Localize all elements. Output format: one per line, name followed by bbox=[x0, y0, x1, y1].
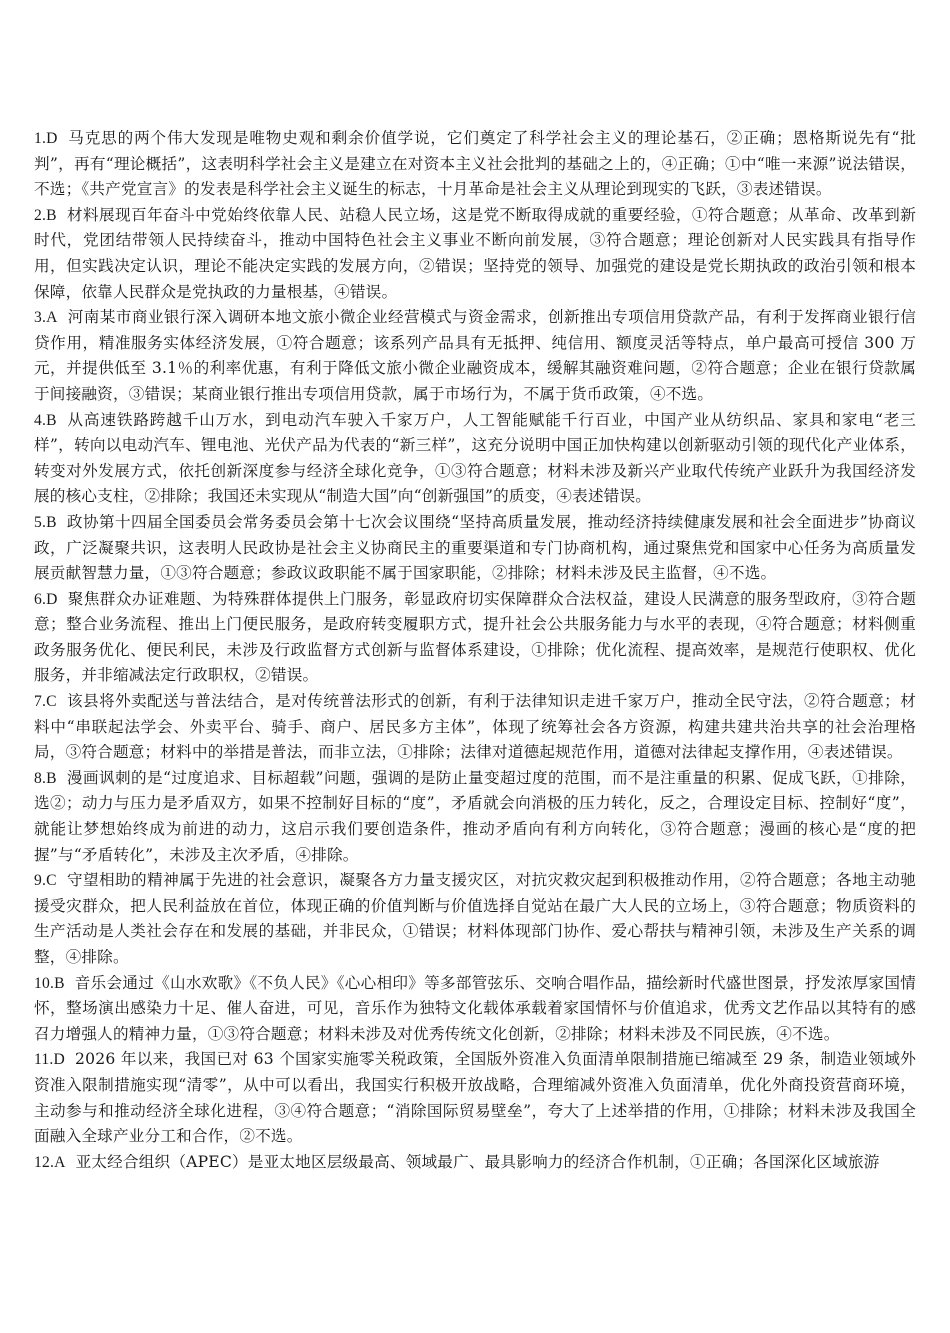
answer-item-1 bbox=[34, 126, 916, 203]
answer-item-9 bbox=[34, 868, 916, 970]
answer-item-8 bbox=[34, 766, 916, 868]
question-number: 5. bbox=[34, 513, 47, 531]
answer-choice: B bbox=[46, 513, 57, 531]
answer-item-11 bbox=[34, 1047, 916, 1149]
answer-item-7 bbox=[34, 689, 916, 766]
explanation-text: 亚太经合组织（APEC）是亚太地区层级最高、领域最广、最具影响力的经济合作机制，①正确；各国深化区域旅游 bbox=[75, 1152, 880, 1171]
answer-choice: B bbox=[54, 974, 65, 992]
explanation-text: 聚焦群众办证难题、为特殊群体提供上门服务，彰显政府切实保障群众合法权益，建设人民满意的服务型政府，③符合题意；整合业务流程、推出上门便民服务，是政府转变履职方式，提升社会公共服务能力与水平的表现，④符合题意；材料侧重政务服务优化、便民利民，未涉及行政监督方式创新与监督体系建设，①排除；优化流程、提高效率，是规范行使职权、优化服务，并非缩减法定行政职权，②错误。 bbox=[34, 589, 916, 685]
answer-item-2 bbox=[34, 203, 916, 305]
answer-item-4 bbox=[34, 408, 916, 510]
question-number: 2. bbox=[34, 206, 47, 224]
answer-explanations bbox=[34, 126, 916, 1175]
explanation-text: 从高速铁路跨越千山万水，到电动汽车驶入千家万户，人工智能赋能千行百业，中国产业从纺织品、家具和家电“老三样”，转向以电动汽车、锂电池、光伏产品为代表的“新三样”，这充分说明中国正加快构建以创新驱动引领的现代化产业体系，转变对外发展方式，依托创新深度参与经济全球化竞争，①③符合题意；材料未涉及新兴产业取代传统产业跃升为我国经济发展的核心支柱，②排除；我国还未实现从“制造大国”向“创新强国”的质变，④表述错误。 bbox=[34, 410, 916, 506]
question-number: 10. bbox=[34, 974, 55, 992]
explanation-text: 河南某市商业银行深入调研本地文旅小微企业经营模式与资金需求，创新推出专项信用贷款产品，有利于发挥商业银行信贷作用，精准服务实体经济发展，①符合题意；该系列产品具有无抵押、纯信用、额度灵活等特点，单户最高可授信 300 万元，并提供低至 3.1％的利率优惠，有利于降低文旅小微企业融资成本，缓解其融资难问题，②符合题意；企业在银行贷款属于间接融资，③错误；某商业银行推出专项信用贷款，属于市场行为，不属于货币政策，④不选。 bbox=[34, 308, 916, 403]
question-number: 3. bbox=[34, 309, 47, 327]
answer-choice: A bbox=[46, 309, 58, 327]
explanation-text: 马克思的两个伟大发现是唯物史观和剩余价值学说，它们奠定了科学社会主义的理论基石，②正确；恩格斯说先有“批判”，再有“理论概括”，这表明科学社会主义是建立在对资本主义社会批判的基础之上的，④正确；①中“唯一来源”说法错误，不选；《共产党宣言》的发表是科学社会主义诞生的标志，十月革命是社会主义从理论到现实的飞跃，③表述错误。 bbox=[34, 129, 916, 199]
question-number: 7. bbox=[34, 693, 47, 711]
answer-item-12 bbox=[34, 1150, 916, 1176]
answer-choice: D bbox=[53, 1051, 65, 1069]
explanation-text: 音乐会通过《山水欢歌》《不负人民》《心心相印》等多部管弦乐、交响合唱作品，描绘新时代盛世图景，抒发浓厚家国情怀，整场演出感染力十足、催人奋进，可见，音乐作为独特文化载体承载着家国情怀与价值追求，优秀文艺作品以其特有的感召力增强人的精神力量，①③符合题意；材料未涉及对优秀传统文化创新，②排除；材料未涉及不同民族，④不选。 bbox=[34, 973, 916, 1043]
explanation-text: 守望相助的精神属于先进的社会意识，凝聚各方力量支援灾区，对抗灾救灾起到积极推动作用，②符合题意；各地主动驰援受灾群众，把人民利益放在首位，体现正确的价值判断与价值选择自觉站在最广大人民的立场上，③符合题意；物质资料的生产活动是人类社会存在和发展的基础，并非民众，①错误；材料体现部门协作、爱心帮扶与精神引领，未涉及生产关系的调整，④排除。 bbox=[34, 871, 916, 966]
question-number: 11. bbox=[34, 1051, 54, 1069]
answer-choice: D bbox=[46, 130, 58, 147]
explanation-text: 材料展现百年奋斗中党始终依靠人民、站稳人民立场，这是党不断取得成就的重要经验，①符合题意；从革命、改革到新时代，党团结带领人民持续奋斗，推动中国特色社会主义事业不断向前发展，③符合题意；理论创新对人民实践具有指导作用，但实践决定认识，理论不能决定实践的发展方向，②错误；坚持党的领导、加强党的建设是党长期执政的政治引领和根本保障，依靠人民群众是党执政的力量根基，④错误。 bbox=[34, 205, 916, 301]
answer-choice: A bbox=[54, 1153, 66, 1171]
answer-choice: C bbox=[46, 872, 57, 890]
answer-choice: B bbox=[46, 206, 57, 224]
answer-choice: C bbox=[46, 693, 57, 711]
explanation-text: 政协第十四届全国委员会常务委员会第十七次会议围绕“坚持高质量发展，推动经济持续健康发展和社会全面进步”协商议政，广泛凝聚共识，这表明人民政协是社会主义协商民主的重要渠道和专门协商机构，通过聚焦党和国家中心任务为高质量发展贡献智慧力量，①③符合题意；参政议政职能不属于国家职能，②排除；材料未涉及民主监督，④不选。 bbox=[34, 512, 916, 583]
question-number: 8. bbox=[34, 769, 47, 787]
answer-choice: B bbox=[46, 411, 57, 429]
question-number: 4. bbox=[34, 411, 47, 429]
answer-item-6 bbox=[34, 587, 916, 689]
answer-item-10 bbox=[34, 971, 916, 1048]
explanation-text: 2026 年以来，我国已对 63 个国家实施零关税政策，全国版外资准入负面清单限制措施已缩减至 29 条，制造业领域外资准入限制措施实现“清零”，从中可以看出，我国实行积极开放战略，合理缩减外资准入负面清单，优化外商投资营商环境，主动参与和推动经济全球化进程，③④符合题意；“消除国际贸易壁垒”，夸大了上述举措的作用，①排除；材料未涉及我国全面融入全球产业分工和合作，②不选。 bbox=[34, 1050, 916, 1146]
explanation-text: 漫画讽刺的是“过度追求、目标超载”问题，强调的是防止量变超过度的范围，而不是注重量的积累、促成飞跃，①排除，选②；动力与压力是矛盾双方，如果不控制好目标的“度”，矛盾就会向消极的压力转化，反之，合理设定目标、控制好“度”，就能让梦想始终成为前进的动力，这启示我们要创造条件，推动矛盾向有利方向转化，③符合题意；漫画的核心是“度的把握”与“矛盾转化”，未涉及主次矛盾，④排除。 bbox=[34, 768, 916, 864]
answer-choice: D bbox=[46, 590, 58, 608]
answer-choice: B bbox=[46, 769, 57, 787]
answer-item-3 bbox=[34, 305, 916, 407]
question-number: 9. bbox=[34, 872, 47, 890]
question-number: 12. bbox=[34, 1153, 55, 1171]
answer-item-5 bbox=[34, 510, 916, 587]
question-number: 6. bbox=[34, 590, 47, 608]
explanation-text: 该县将外卖配送与普法结合，是对传统普法形式的创新，有利于法律知识走进千家万户，推动全民守法，②符合题意；材料中“串联起法学会、外卖平台、骑手、商户、居民多方主体”，体现了统筹社会各方资源，构建共建共治共享的社会治理格局，③符合题意；材料中的举措是普法，而非立法，①排除；法律对道德起规范作用，道德对法律起支撑作用，④表述错误。 bbox=[34, 692, 916, 762]
question-number: 1. bbox=[34, 130, 47, 147]
